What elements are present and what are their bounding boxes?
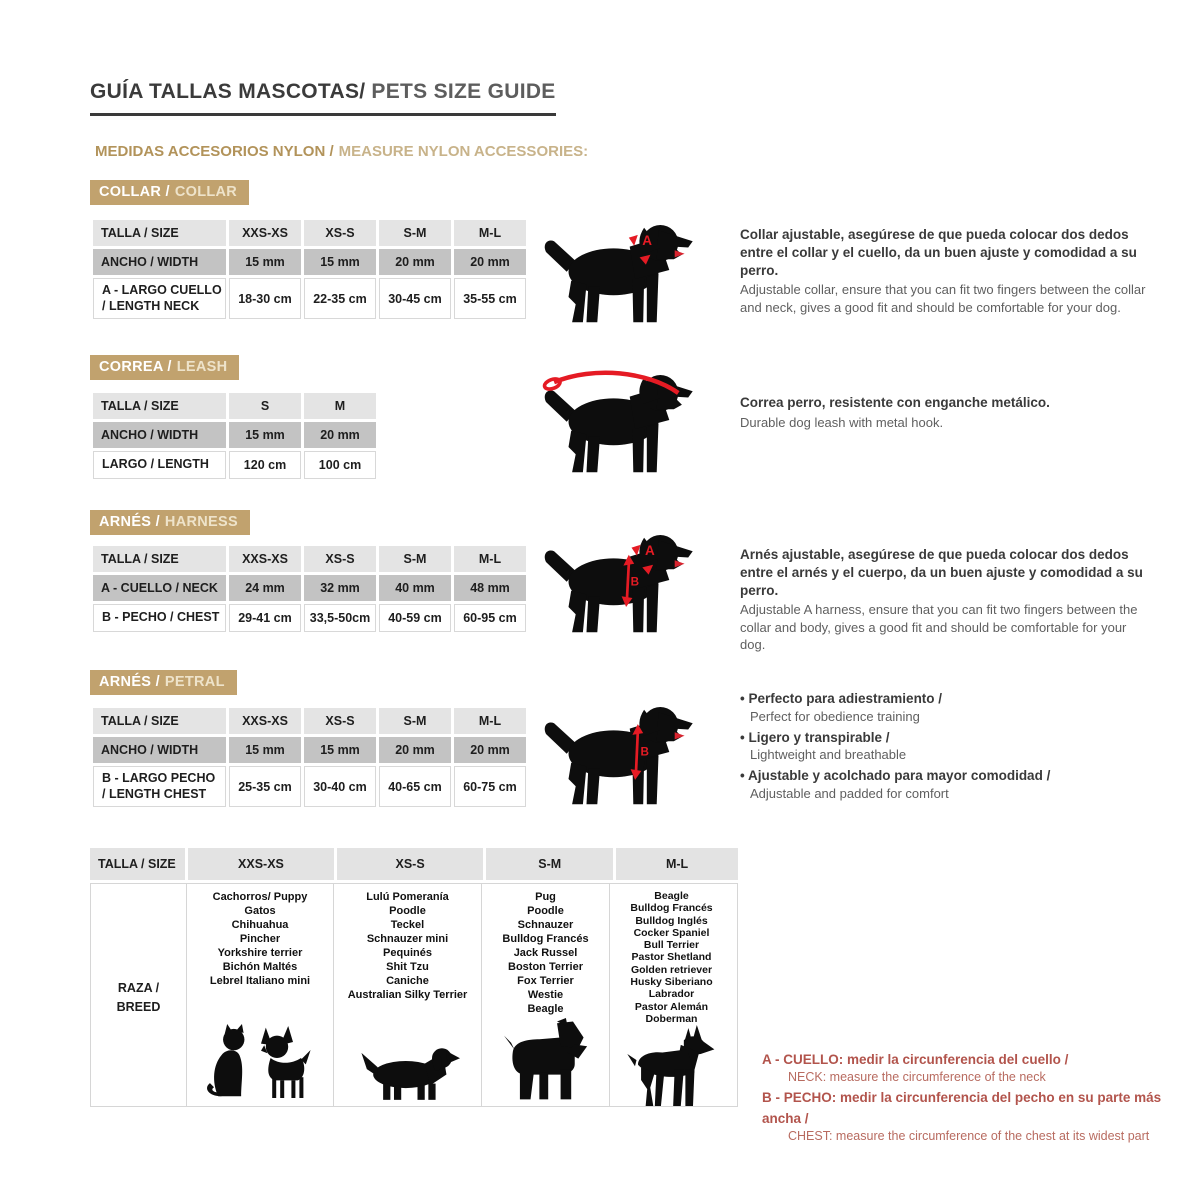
row-label-cell: LARGO / LENGTH (93, 451, 226, 479)
breed-item: Teckel (390, 919, 425, 931)
breed-item: Caniche (386, 975, 429, 987)
value-cell: 40-65 cm (379, 766, 451, 807)
harness-section-badge (90, 510, 250, 535)
breed-list (348, 890, 468, 1002)
dachshund-silhouette-icon (356, 1038, 460, 1102)
value-cell: 32 mm (304, 575, 376, 601)
value-cell: 60-95 cm (454, 604, 526, 632)
breed-column-m-l (610, 884, 733, 1106)
svg-text:A: A (642, 232, 653, 248)
breed-item: Westie (527, 989, 564, 1001)
value-cell: 20 mm (454, 737, 526, 763)
table-row (93, 546, 526, 572)
value-cell: 30-40 cm (304, 766, 376, 807)
feature-es: • Ligero y transpirable / (740, 729, 1152, 747)
breed-item: Bulldog Francés (630, 902, 713, 915)
breed-item: Shit Tzu (386, 961, 429, 973)
table-row (93, 220, 526, 246)
svg-text:A: A (645, 542, 655, 558)
header-cell: XS-S (304, 708, 376, 734)
description-en: Adjustable A harness, ensure that you can fit two fingers between the collar and body, gives a good fit and should be comfortable for your dog. (740, 602, 1138, 652)
table-row (93, 604, 526, 632)
collar-section-badge (90, 180, 249, 205)
value-cell: 20 mm (379, 249, 451, 275)
breed-item: Beagle (527, 1003, 564, 1015)
header-cell: TALLA / SIZE (93, 708, 226, 734)
header-cell: S-M (379, 546, 451, 572)
header-cell: XXS-XS (229, 546, 301, 572)
measurement-notes (762, 1050, 1194, 1147)
table-row (93, 278, 526, 319)
row-label-cell: ANCHO / WIDTH (93, 422, 226, 448)
badge-label-en: COLLAR (174, 184, 238, 200)
value-cell: 48 mm (454, 575, 526, 601)
value-cell: 20 mm (454, 249, 526, 275)
breed-item: Schnauzer mini (366, 933, 449, 945)
leash-section-badge (90, 355, 239, 380)
feature-en: Adjustable and padded for comfort (750, 785, 949, 801)
breed-item: Cachorros/ Puppy (212, 891, 308, 903)
badge-label-es: COLLAR / (99, 184, 170, 200)
value-cell: 15 mm (304, 737, 376, 763)
schnauzer-silhouette-icon (504, 1018, 588, 1102)
breed-item: Doberman (645, 1012, 698, 1025)
page-subtitle-es: MEDIDAS ACCESORIOS NYLON / (95, 143, 334, 160)
value-cell: 35-55 cm (454, 278, 526, 319)
badge-label-es: ARNÉS / (99, 514, 160, 530)
value-cell: 15 mm (229, 422, 301, 448)
header-cell: XS-S (304, 220, 376, 246)
value-cell: 15 mm (229, 737, 301, 763)
row-label-cell: A - LARGO CUELLO / LENGTH NECK (93, 278, 226, 319)
breed-column-xxs-xs (187, 884, 334, 1106)
breed-item: Schnauzer (517, 919, 574, 931)
header-cell: XXS-XS (229, 220, 301, 246)
breed-item: Poodle (527, 905, 564, 917)
breed-item: Lebrel Italiano mini (209, 975, 311, 987)
petral-feature-list (740, 690, 1152, 806)
header-cell: S-M (379, 708, 451, 734)
value-cell: 20 mm (379, 737, 451, 763)
breed-item: Lulú Pomeranía (366, 891, 449, 903)
table-row (93, 708, 526, 734)
note-a-es: A - CUELLO: medir la circunferencia del cuello / (762, 1052, 1069, 1067)
note-a-en: NECK: measure the circumference of the neck (788, 1070, 1046, 1085)
cat-silhouette-icon (203, 1024, 253, 1102)
dog-collar-figure (538, 216, 698, 324)
breed-item: Bulldog Inglés (635, 914, 708, 927)
breed-item: Australian Silky Terrier (347, 989, 468, 1001)
silhouette-row (356, 1038, 460, 1106)
header-cell: S (229, 393, 301, 419)
row-label-cell: ANCHO / WIDTH (93, 737, 226, 763)
silhouette-row (622, 1025, 722, 1113)
header-cell: S-M (379, 220, 451, 246)
description-es: Correa perro, resistente con enganche metálico. (740, 395, 1050, 410)
header-cell: M-L (454, 220, 526, 246)
value-cell: 15 mm (229, 249, 301, 275)
breed-item: Bulldog Francés (502, 933, 589, 945)
badge-label-en: PETRAL (164, 674, 225, 690)
value-cell: 100 cm (304, 451, 376, 479)
breed-item: Pastor Alemán (634, 1000, 709, 1013)
row-label-line: BREED (116, 1000, 161, 1014)
value-cell: 40-59 cm (379, 604, 451, 632)
dog-tongue-icon (675, 250, 685, 257)
breed-list (502, 890, 588, 1016)
table-row (93, 737, 526, 763)
header-cell: M (304, 393, 376, 419)
breed-list (210, 890, 310, 988)
row-label-line: RAZA / (117, 981, 160, 996)
leash-description (740, 394, 1150, 431)
dog-silhouette-icon (545, 225, 693, 322)
table-row (93, 451, 376, 479)
value-cell: 29-41 cm (229, 604, 301, 632)
collar-description (740, 226, 1150, 316)
feature-en: Lightweight and breathable (750, 747, 907, 763)
breed-table-header (90, 848, 738, 880)
dog-tongue-icon (675, 560, 685, 567)
header-cell: XXS-XS (229, 708, 301, 734)
feature-es: • Perfecto para adiestramiento / (740, 690, 1152, 708)
breed-item: Labrador (648, 988, 695, 1001)
table-row (93, 249, 526, 275)
breed-item: Boston Terrier (508, 961, 583, 973)
header-cell: TALLA / SIZE (93, 220, 226, 246)
breed-column-s-m (482, 884, 610, 1106)
badge-label-es: CORREA / (99, 359, 172, 375)
header-cell: S-M (486, 848, 613, 880)
value-cell: 30-45 cm (379, 278, 451, 319)
breed-table-body (90, 883, 738, 1107)
value-cell: 18-30 cm (229, 278, 301, 319)
header-cell: TALLA / SIZE (90, 848, 185, 880)
row-label-cell: A - CUELLO / NECK (93, 575, 226, 601)
page-title-en: PETS SIZE GUIDE (371, 80, 556, 103)
collar-size-table (90, 217, 529, 322)
header-cell: XS-S (304, 546, 376, 572)
value-cell: 40 mm (379, 575, 451, 601)
breed-size-table (90, 848, 738, 1107)
dog-harness-figure (538, 526, 698, 634)
breed-item: Pastor Shetland (631, 951, 712, 964)
row-label-cell: B - LARGO PECHO / LENGTH CHEST (93, 766, 226, 807)
breed-item: Yorkshire terrier (217, 947, 303, 959)
breed-item: Bichón Maltés (222, 961, 298, 973)
row-label-cell: ANCHO / WIDTH (93, 249, 226, 275)
header-cell: M-L (454, 708, 526, 734)
breed-row-label (91, 884, 187, 1106)
breed-item: Jack Russel (513, 947, 578, 959)
description-es: Collar ajustable, asegúrese de que pueda colocar dos dedos entre el collar y el cuello, da un buen ajuste y comodidad a su perro. (740, 227, 1137, 278)
header-cell: XS-S (337, 848, 484, 880)
harness-description (740, 546, 1150, 653)
header-cell: TALLA / SIZE (93, 393, 226, 419)
petral-section-badge (90, 670, 237, 695)
value-cell: 60-75 cm (454, 766, 526, 807)
dog-silhouette-icon (545, 707, 693, 804)
note-b-en: CHEST: measure the circumference of the chest at its widest part (788, 1128, 1150, 1143)
header-cell: M-L (454, 546, 526, 572)
silhouette-row (504, 1018, 588, 1106)
badge-label-es: ARNÉS / (99, 674, 160, 690)
value-cell: 15 mm (304, 249, 376, 275)
feature-es: • Ajustable y acolchado para mayor comodidad / (740, 767, 1152, 785)
harness-size-table (90, 543, 529, 635)
description-en: Durable dog leash with metal hook. (740, 414, 944, 430)
row-label-cell: B - PECHO / CHEST (93, 604, 226, 632)
breed-item: Gatos (244, 905, 276, 917)
petral-size-table (90, 705, 529, 810)
dog-petral-figure (538, 698, 698, 806)
dog-leash-figure (538, 366, 698, 474)
feature-en: Perfect for obedience training (750, 708, 920, 724)
value-cell: 24 mm (229, 575, 301, 601)
value-cell: 20 mm (304, 422, 376, 448)
dog-silhouette-icon (545, 535, 693, 632)
badge-label-en: HARNESS (164, 514, 238, 530)
breed-item: Husky Siberiano (630, 976, 713, 989)
header-cell: M-L (616, 848, 738, 880)
value-cell: 33,5-50cm (304, 604, 376, 632)
note-b-es: B - PECHO: medir la circunferencia del pecho en su parte más ancha / (762, 1090, 1162, 1126)
table-row (93, 766, 526, 807)
page-title-es: GUÍA TALLAS MASCOTAS/ (90, 80, 366, 103)
page-title (90, 80, 556, 116)
dog-tongue-icon (675, 732, 685, 739)
description-es: Arnés ajustable, asegúrese de que pueda colocar dos dedos entre el arnés y el cuerpo, da un buen ajuste y comodidad a su perro. (740, 547, 1143, 598)
leash-size-table (90, 390, 379, 482)
chihuahua-silhouette-icon (261, 1026, 317, 1102)
table-row (93, 422, 376, 448)
page-subtitle-en: MEASURE NYLON ACCESSORIES: (338, 143, 589, 160)
svg-text:B: B (640, 745, 649, 759)
breed-item: Pincher (239, 933, 281, 945)
value-cell: 22-35 cm (304, 278, 376, 319)
silhouette-row (203, 1024, 317, 1106)
svg-text:B: B (630, 575, 640, 589)
breed-item: Beagle (654, 890, 689, 902)
breed-item: Fox Terrier (517, 975, 574, 987)
doberman-silhouette-icon (622, 1025, 722, 1109)
table-row (93, 575, 526, 601)
badge-label-en: LEASH (176, 359, 228, 375)
breed-item: Poodle (389, 905, 426, 917)
breed-item: Chihuahua (231, 919, 289, 931)
breed-list (630, 890, 712, 1025)
breed-column-xs-s (334, 884, 482, 1106)
value-cell: 25-35 cm (229, 766, 301, 807)
value-cell: 120 cm (229, 451, 301, 479)
breed-item: Cocker Spaniel (633, 926, 710, 939)
page-subtitle (95, 143, 588, 160)
header-cell: TALLA / SIZE (93, 546, 226, 572)
breed-item: Pug (535, 891, 556, 903)
breed-item: Pequinés (383, 947, 432, 959)
table-row (93, 393, 376, 419)
breed-item: Bull Terrier (643, 939, 700, 952)
breed-item: Golden retriever (630, 963, 713, 976)
header-cell: XXS-XS (188, 848, 334, 880)
description-en: Adjustable collar, ensure that you can fit two fingers between the collar and neck, gives a good fit and should be comfortable for your dog. (740, 282, 1146, 315)
